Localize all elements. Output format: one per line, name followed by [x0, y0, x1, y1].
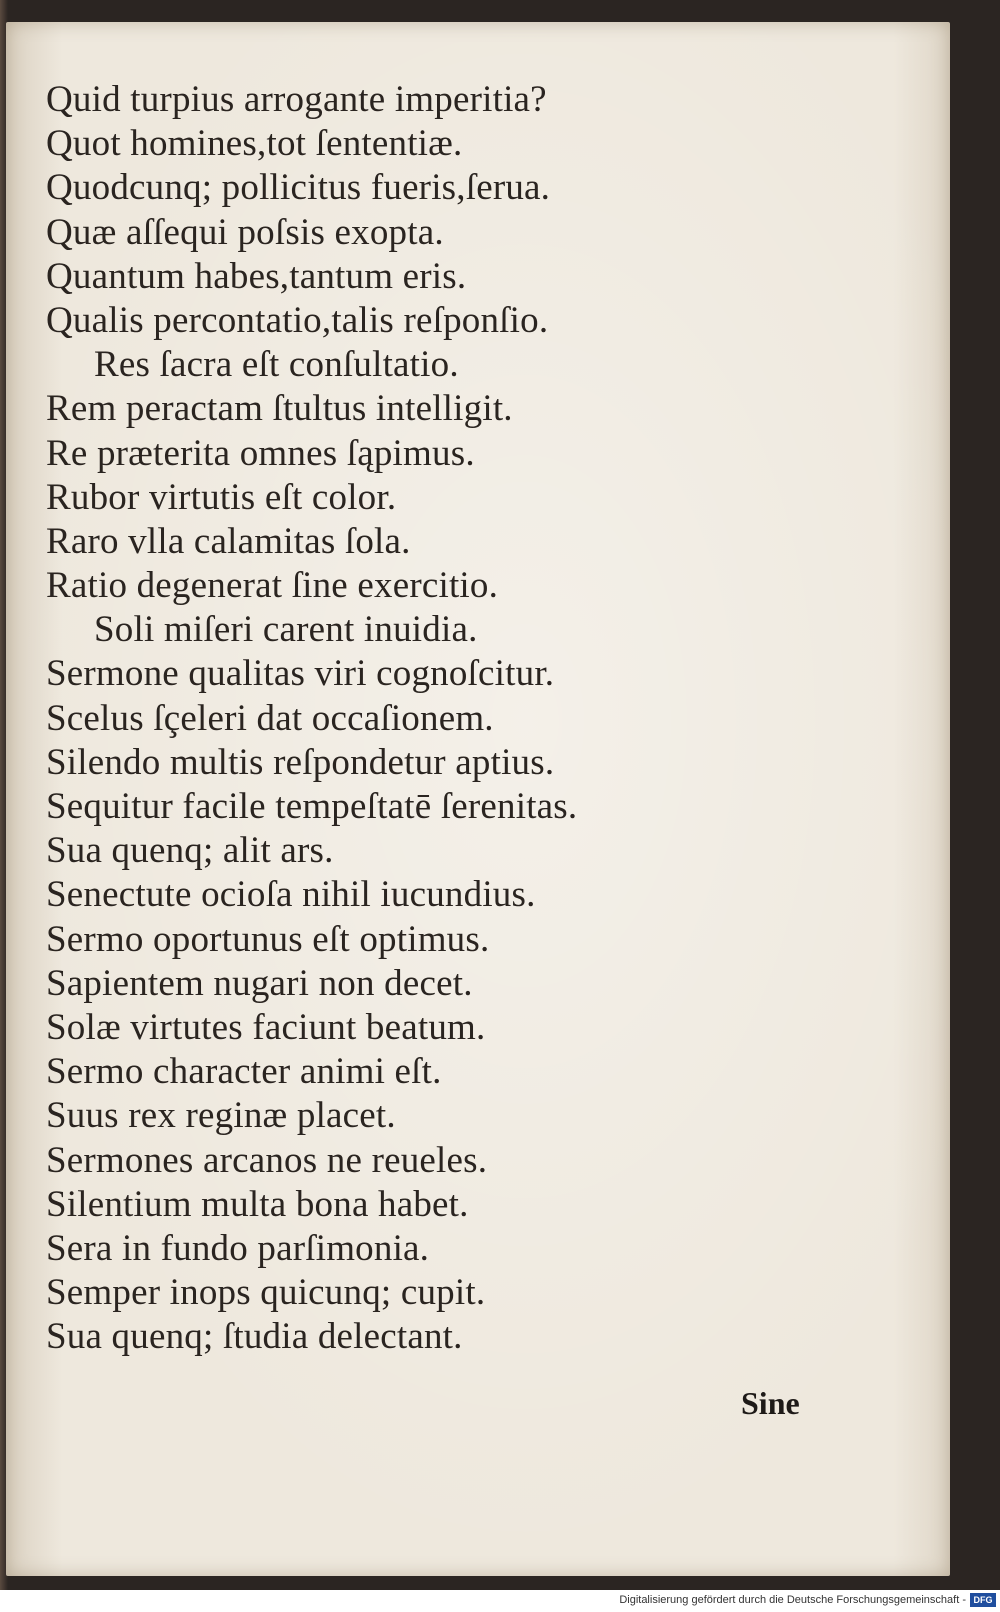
footer-bar	[0, 1590, 1000, 1612]
text-line: Res ſacra eſt conſultatio.	[94, 344, 459, 386]
text-line: Sermo oportunus eſt optimus.	[46, 918, 490, 960]
text-line: Rubor virtutis eſt color.	[46, 476, 397, 518]
text-line: Sermone qualitas viri cognoſcitur.	[46, 653, 555, 695]
text-line: Quantum habes,tantum eris.	[46, 255, 467, 297]
text-line: Quid turpius arrogante imperitia?	[46, 79, 547, 120]
text-line: Senectute ocioſa nihil iucundius.	[46, 874, 536, 916]
text-line: Sapientem nugari non decet.	[46, 962, 473, 1004]
text-line: Ratio degenerat ſine exercitio.	[46, 565, 499, 607]
catchword: Sine	[741, 1385, 800, 1421]
text-line: Sua quenq; alit ars.	[46, 830, 334, 872]
dfg-logo-icon: DFG	[970, 1593, 996, 1607]
text-line: Sermo character animi eſt.	[46, 1051, 442, 1093]
text-line: Re præterita omnes ſąpimus.	[46, 432, 475, 474]
digitization-credit: Digitalisierung gefördert durch die Deutsche Forschungsgemeinschaft -	[619, 1594, 966, 1606]
proverb-text-block	[46, 78, 686, 1359]
text-line: Solæ virtutes faciunt beatum.	[46, 1006, 486, 1048]
text-line: Silentium multa bona habet.	[46, 1183, 469, 1225]
text-line: Sera in fundo parſimonia.	[46, 1227, 430, 1269]
text-line: Soli miſeri carent inuidia.	[94, 609, 478, 651]
text-line: Suus rex reginæ placet.	[46, 1095, 396, 1137]
text-line: Quot homines,tot ſententiæ.	[46, 123, 463, 165]
text-line: Rem peractam ſtultus intelligit.	[46, 388, 513, 430]
text-line: Qualis percontatio,talis reſponſio.	[46, 299, 549, 341]
text-line: Raro vlla calamitas ſola.	[46, 520, 411, 562]
text-line: Sequitur facile tempeſtatē ſerenitas.	[46, 786, 578, 827]
text-line: Quodcunq; pollicitus fueris,ſerua.	[46, 167, 551, 209]
text-line: Quæ aſſequi poſsis exopta.	[46, 211, 444, 253]
book-page	[6, 22, 950, 1576]
text-line: Sua quenq; ſtudia delectant.	[46, 1316, 463, 1358]
text-line: Scelus ſçeleri dat occaſionem.	[46, 697, 494, 739]
text-line: Semper inops quicunq; cupit.	[46, 1272, 486, 1314]
text-line: Silendo multis reſpondetur aptius.	[46, 741, 555, 783]
text-line: Sermones arcanos ne reueles.	[46, 1139, 488, 1181]
